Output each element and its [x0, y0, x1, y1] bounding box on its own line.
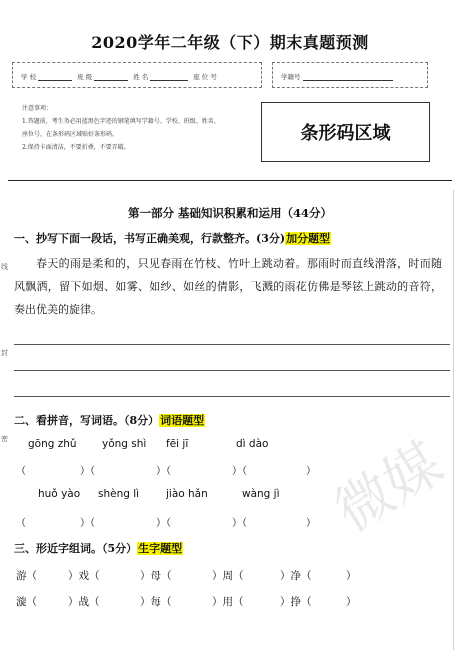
question-2-heading — [14, 412, 205, 428]
name-label: 姓 名 — [133, 73, 149, 81]
answer-paren-1b[interactable]: ）（ — [80, 466, 95, 477]
binding-mark-3: 密 — [1, 435, 8, 443]
char-row-1-item-1[interactable]: 游（ — [16, 570, 37, 582]
pinyin-6: shèng lì — [98, 488, 140, 500]
pinyin-4: dì dào — [236, 438, 269, 450]
writing-line-3[interactable] — [14, 396, 450, 397]
answer-paren-1c[interactable]: ）（ — [156, 466, 171, 477]
answer-paren-1e[interactable]: ） — [306, 466, 316, 477]
char-row-1-item-6[interactable]: ） — [346, 570, 357, 582]
answer-paren-1d[interactable]: ）（ — [232, 466, 247, 477]
class-field[interactable] — [94, 74, 128, 81]
writing-line-1[interactable] — [14, 344, 450, 345]
notes-block — [22, 102, 252, 154]
answer-paren-2a[interactable]: （ — [16, 518, 26, 529]
page-title: 2020学年二年级（下）期末真题预测 — [91, 33, 369, 52]
notes-line-1: 1.答题前，考生务必用蓝黑色字迹的钢笔填写学籍号、学校、班级、姓名、 — [22, 118, 220, 125]
question-3-text: 三、形近字组词。（5分） — [14, 542, 138, 555]
char-row-2-item-5[interactable]: ）挣（ — [280, 596, 312, 608]
pinyin-8: wàng jì — [242, 488, 280, 500]
pinyin-5: huǒ yào — [38, 488, 81, 500]
char-row-1-item-2[interactable]: ）戏（ — [68, 570, 100, 582]
student-id-box — [272, 62, 428, 88]
seat-label: 座 位 号 — [193, 73, 217, 81]
question-2-text: 二、看拼音，写词语。（8分） — [14, 414, 160, 427]
char-row-2-item-3[interactable]: ）每（ — [140, 596, 172, 608]
answer-paren-1a[interactable]: （ — [16, 466, 26, 477]
part1-title: 第一部分 基础知识积累和运用（44分） — [127, 206, 332, 220]
question-1-tag: 加分题型 — [286, 232, 331, 245]
answer-paren-2c[interactable]: ）（ — [156, 518, 171, 529]
writing-line-2[interactable] — [14, 370, 450, 371]
question-1-passage: 春天的雨是柔和的，只见春雨在竹枝、竹叶上跳动着。那雨时而直线滑落，时而随风飘洒，留下如烟、如雾、如纱、如丝的倩影，飞溅的雨花仿佛是琴铉上跳动的音符，奏出优美的旋律。 — [14, 257, 442, 316]
question-1-heading — [14, 230, 331, 246]
header-divider — [8, 180, 452, 181]
school-field[interactable] — [38, 74, 72, 81]
answer-paren-2d[interactable]: ）（ — [232, 518, 247, 529]
name-field[interactable] — [150, 74, 188, 81]
notes-line-3: 2.保持卡面清洁，不要折叠，不要弄破。 — [22, 144, 130, 151]
pinyin-7: jiào hǎn — [166, 488, 208, 500]
barcode-area: 条形码区域 — [261, 102, 430, 162]
question-3-heading — [14, 540, 183, 556]
answer-paren-2e[interactable]: ） — [306, 518, 316, 529]
answer-paren-2b[interactable]: ）（ — [80, 518, 95, 529]
class-label: 班 级 — [77, 73, 93, 81]
char-row-1-item-4[interactable]: ）周（ — [212, 570, 244, 582]
pinyin-2: yǒng shì — [102, 438, 147, 450]
student-id-label: 学籍号 — [281, 73, 301, 81]
student-id-field[interactable] — [303, 74, 393, 81]
notes-heading: 注意事项： — [22, 105, 53, 112]
student-info-box — [12, 62, 262, 88]
pinyin-3: fēi jī — [166, 438, 189, 450]
notes-line-2: 座位号，在条形码区域贴好条形码。 — [22, 131, 119, 138]
binding-mark-1: 线 — [1, 263, 8, 271]
char-row-2-item-6[interactable]: ） — [346, 596, 357, 608]
binding-mark-2: 封 — [1, 349, 8, 357]
watermark: 微媒 — [324, 430, 454, 546]
char-row-1-item-5[interactable]: ）净（ — [280, 570, 312, 582]
question-3-tag: 生字题型 — [138, 542, 183, 555]
pinyin-1: gōng zhǔ — [28, 438, 77, 450]
char-row-1-item-3[interactable]: ）母（ — [140, 570, 172, 582]
question-1-text: 一、抄写下面一段话，书写正确美观，行款整齐。(3分) — [14, 232, 286, 245]
char-row-2-item-4[interactable]: ）用（ — [212, 596, 244, 608]
school-label: 学 校 — [21, 73, 37, 81]
char-row-2-item-2[interactable]: ）战（ — [68, 596, 100, 608]
char-row-2-item-1[interactable]: 漩（ — [16, 596, 37, 608]
question-2-tag: 词语题型 — [160, 414, 205, 427]
page-edge-line — [453, 190, 454, 650]
